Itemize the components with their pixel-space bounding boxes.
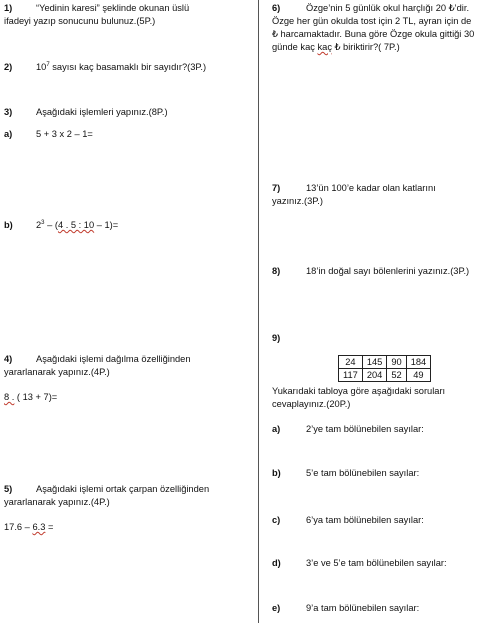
q9a-text: 2’ye tam bölünebilen sayılar: bbox=[306, 424, 424, 434]
q9e-text: 9’a tam bölünebilen sayılar: bbox=[306, 603, 420, 613]
q6-text-line3: ₺ harcamaktadır. Buna göre Özge okula gittiği 30 bbox=[272, 29, 475, 39]
q3b-expression bbox=[36, 219, 118, 231]
table-cell: 184 bbox=[406, 356, 431, 369]
q5-pre: 17.6 – bbox=[4, 522, 33, 532]
q3b-pre: – ( bbox=[44, 220, 58, 230]
q1-text-line1: “Yedinin karesi” şeklinde okunan üslü bbox=[36, 3, 190, 13]
q3-number: 3) bbox=[4, 107, 13, 117]
q2-number: 2) bbox=[4, 62, 13, 72]
q9c-text: 6’ya tam bölünebilen sayılar: bbox=[306, 515, 424, 525]
q3a-label: a) bbox=[4, 129, 13, 139]
q6-line4-post: ₺ biriktirir?( 7P.) bbox=[331, 42, 400, 52]
q9-text-line2: cevaplayınız.(20P.) bbox=[272, 399, 351, 409]
q1-number: 1) bbox=[4, 3, 13, 13]
q9b-label: b) bbox=[272, 468, 281, 478]
q6-line4-squiggle: kaç bbox=[317, 42, 332, 52]
q5-text-line1: Aşağıdaki işlemi ortak çarpan özelliğinden bbox=[36, 484, 210, 494]
q4-expression bbox=[4, 391, 57, 403]
table-cell: 24 bbox=[339, 356, 363, 369]
q9d-label: d) bbox=[272, 558, 281, 568]
q9c-label: c) bbox=[272, 515, 281, 525]
q9-text-line1: Yukarıdaki tabloya göre aşağıdaki soruları bbox=[272, 386, 446, 396]
table-cell: 117 bbox=[339, 369, 363, 382]
q9d-text: 3’e ve 5’e tam bölünebilen sayılar: bbox=[306, 558, 447, 568]
q5-number: 5) bbox=[4, 484, 13, 494]
q6-number: 6) bbox=[272, 3, 281, 13]
q8-number: 8) bbox=[272, 266, 281, 276]
q5-expression bbox=[4, 521, 53, 533]
q6-line4-pre: günde kaç bbox=[272, 42, 318, 52]
q7-text-line1: 13’ün 100’e kadar olan katlarını bbox=[306, 183, 436, 193]
table-cell: 145 bbox=[362, 356, 387, 369]
q5-text-line2: yararlanarak yapınız.(4P.) bbox=[4, 497, 110, 507]
column-divider bbox=[258, 0, 259, 623]
q4-squiggle: 8 . bbox=[4, 392, 15, 402]
q8-text: 18’in doğal sayı bölenlerini yazınız.(3P.) bbox=[306, 266, 470, 276]
q6-text-line2: Özge her gün okulda tost için 2 TL, ayran için de bbox=[272, 16, 472, 26]
q9e-label: e) bbox=[272, 603, 281, 613]
q9a-label: a) bbox=[272, 424, 281, 434]
q3b-squiggle: 4 . 5 : 10 bbox=[57, 220, 95, 230]
q7-number: 7) bbox=[272, 183, 281, 193]
table-cell: 49 bbox=[406, 369, 431, 382]
q3b-post: – 1)= bbox=[94, 220, 119, 230]
q1-text-line2: ifadeyi yazıp sonucunu bulunuz.(5P.) bbox=[4, 16, 156, 26]
q2-rest: sayısı kaç basamaklı bir sayıdır?(3P.) bbox=[49, 62, 207, 72]
q2-base: 10 bbox=[36, 62, 47, 72]
table-row bbox=[339, 356, 431, 369]
q2-exponent: 7 bbox=[46, 61, 50, 68]
q3b-exponent: 3 bbox=[41, 219, 45, 226]
q4-text-line1: Aşağıdaki işlemi dağılma özelliğinden bbox=[36, 354, 191, 364]
q3a-expression: 5 + 3 x 2 – 1= bbox=[36, 129, 93, 139]
q4-number: 4) bbox=[4, 354, 13, 364]
q4-text-line2: yararlanarak yapınız.(4P.) bbox=[4, 367, 110, 377]
q7-text-line2: yazınız.(3P.) bbox=[272, 196, 323, 206]
q3-text: Aşağıdaki işlemleri yapınız.(8P.) bbox=[36, 107, 168, 117]
table-cell: 52 bbox=[387, 369, 406, 382]
q6-text-line1: Özge’nin 5 günlük okul harçlığı 20 ₺’dir. bbox=[306, 3, 470, 13]
q2-text bbox=[36, 61, 206, 73]
table-cell: 90 bbox=[387, 356, 406, 369]
q9-number: 9) bbox=[272, 333, 281, 343]
table-cell: 204 bbox=[362, 369, 387, 382]
q3b-label: b) bbox=[4, 220, 13, 230]
q4-rest: ( 13 + 7)= bbox=[14, 392, 58, 402]
q9-number-table bbox=[338, 355, 431, 382]
table-row bbox=[339, 369, 431, 382]
q3b-base: 2 bbox=[36, 220, 42, 230]
q5-post: = bbox=[45, 522, 54, 532]
q9b-text: 5’e tam bölünebilen sayılar: bbox=[306, 468, 420, 478]
q5-squiggle: 6.3 bbox=[32, 522, 46, 532]
q6-text-line4 bbox=[272, 41, 400, 53]
